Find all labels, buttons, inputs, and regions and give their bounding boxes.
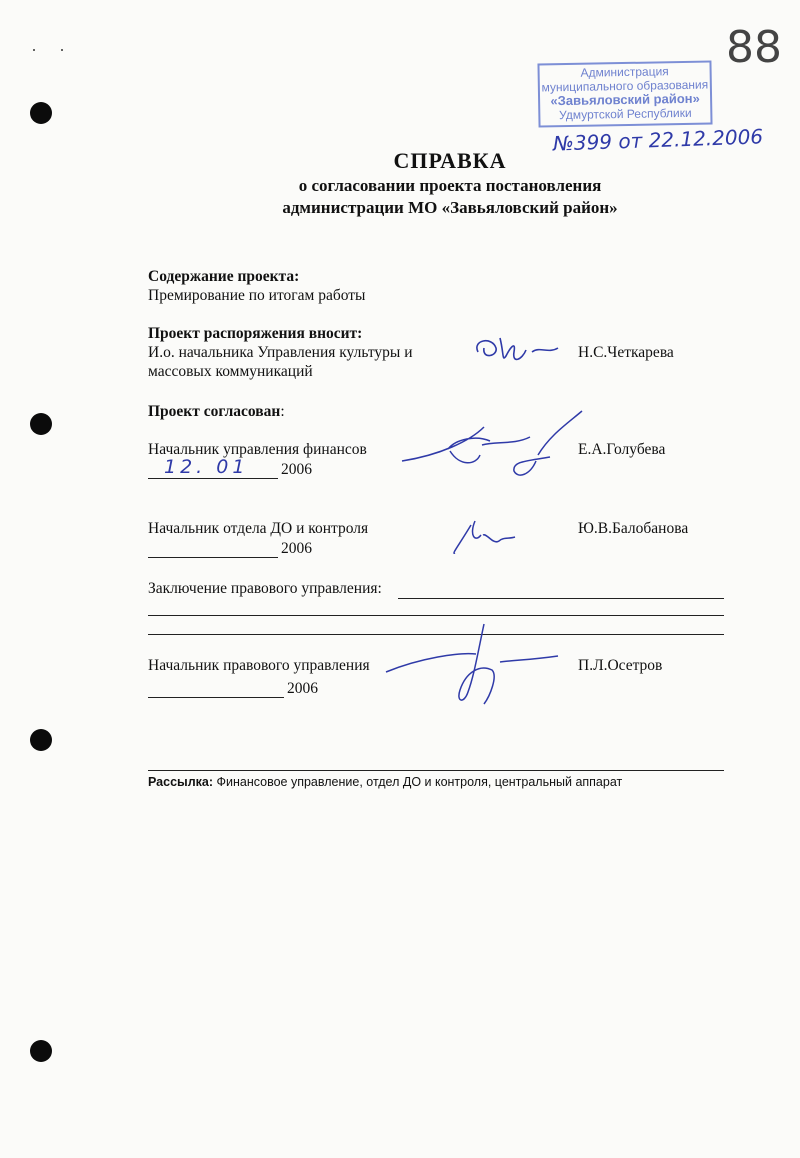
document-subtitle: о согласовании проекта постановления: [298, 176, 602, 195]
approved-label: Проект согласован:: [148, 403, 285, 420]
control-position: Начальник отдела ДО и контроля: [148, 520, 369, 537]
signature-submitter: [470, 330, 565, 370]
stamp-line: муниципального образования: [541, 77, 709, 95]
distribution-line: [148, 775, 622, 789]
content-value: Премирование по итогам работы: [148, 287, 366, 304]
content-label: Содержание проекта:: [148, 268, 300, 285]
signature-legal: [380, 612, 580, 712]
finance-date-line: [148, 478, 278, 479]
signature-finance: [300, 405, 590, 485]
handwritten-page-number: 88: [726, 22, 782, 73]
registration-stamp: [537, 60, 712, 127]
distribution-value: Финансовое управление, отдел ДО и контроля, центральный аппарат: [216, 775, 623, 789]
binder-hole: [30, 729, 52, 751]
submitter-position: И.о. начальника Управления культуры и: [148, 344, 413, 361]
handwritten-registration-note: №399 от 22.12.2006: [552, 124, 764, 156]
document-title: СПРАВКА: [393, 148, 507, 173]
distribution-label: Рассылка:: [148, 775, 214, 789]
submitter-label: Проект распоряжения вносит:: [148, 325, 363, 342]
scan-speck: [61, 49, 63, 51]
control-year: 2006: [281, 540, 312, 557]
document-subtitle: администрации МО «Завьяловский район»: [282, 198, 618, 217]
scan-speck: [33, 49, 35, 51]
finance-name: Е.А.Голубева: [578, 441, 666, 458]
legal-year: 2006: [287, 680, 318, 697]
legal-position: Начальник правового управления: [148, 657, 370, 674]
submitter-name: Н.С.Четкарева: [578, 344, 674, 361]
legal-conclusion-label: Заключение правового управления:: [148, 580, 382, 597]
control-name: Ю.В.Балобанова: [578, 520, 689, 537]
handwritten-date-finance: 12. 01: [164, 456, 249, 478]
stamp-line: Удмуртской Республики: [558, 105, 692, 123]
binder-hole: [30, 413, 52, 435]
legal-conclusion-line: [398, 598, 724, 599]
finance-year: 2006: [281, 461, 312, 478]
stamp-line: «Завьяловский район»: [550, 90, 700, 109]
binder-hole: [30, 102, 52, 124]
legal-name: П.Л.Осетров: [578, 657, 663, 674]
finance-position: Начальник управления финансов: [148, 441, 367, 458]
legal-date-line: [148, 697, 284, 698]
submitter-position: массовых коммуникаций: [148, 363, 313, 380]
signature-control: [445, 515, 525, 560]
stamp-line: Администрация: [580, 64, 669, 80]
control-date-line: [148, 557, 278, 558]
binder-hole: [30, 1040, 52, 1062]
distribution-separator: [148, 770, 724, 771]
